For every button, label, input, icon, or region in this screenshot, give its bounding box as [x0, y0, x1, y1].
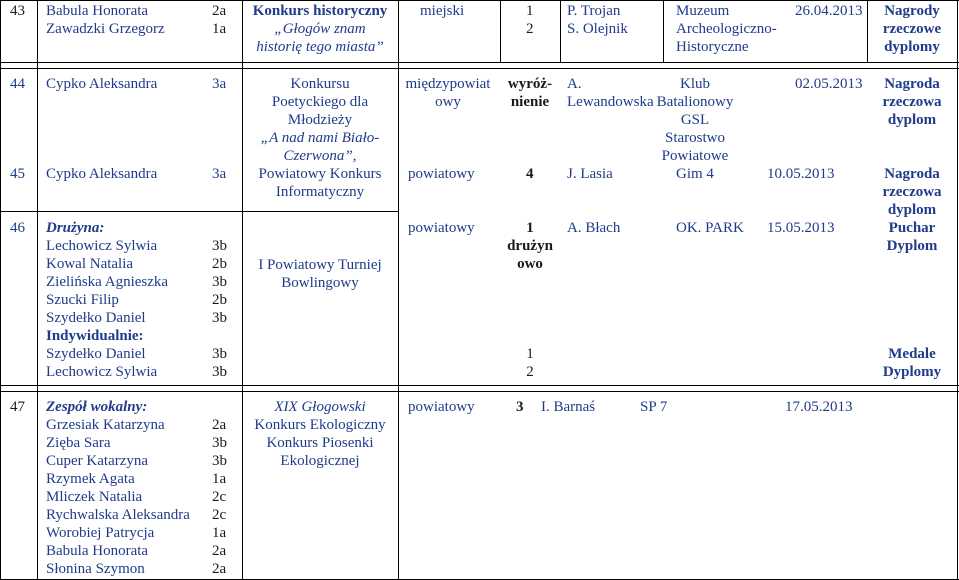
- award-line: Nagroda: [884, 76, 940, 92]
- class-label: 1a: [212, 525, 227, 541]
- individual-label: Indywidualnie:: [46, 328, 144, 344]
- row-46-team: [46, 219, 168, 381]
- class-label: 3b: [212, 274, 227, 290]
- contest-line: Ekologicznej: [280, 453, 360, 469]
- row-46-level: powiatowy: [408, 220, 475, 236]
- row-44-award: [867, 75, 957, 129]
- row-43-teacher: [567, 2, 628, 38]
- place-line: owo: [517, 256, 543, 272]
- award-line: Dyplomy: [882, 364, 942, 380]
- contest-line: Młodzieży: [287, 112, 353, 128]
- row-43-classes: [212, 2, 226, 38]
- contest-line: Powiatowy Konkurs: [258, 166, 382, 182]
- row-45-organizer: Gim 4: [676, 166, 714, 182]
- contest-line: I Powiatowy Turniej: [258, 257, 382, 273]
- row-45-date: 10.05.2013: [767, 166, 835, 182]
- level-line: owy: [435, 94, 461, 110]
- class-label: 3b: [212, 310, 227, 326]
- row-44-class: 3a: [212, 76, 227, 92]
- grid-line: [500, 0, 501, 62]
- award-line: rzeczowe: [882, 21, 942, 37]
- class-label: 2a: [212, 561, 227, 577]
- place-line: 1: [526, 220, 534, 236]
- award-line: Puchar: [888, 220, 936, 236]
- organizer-line: Klub: [680, 76, 710, 92]
- student-name: Zawadzki Grzegorz: [46, 21, 165, 37]
- contest-subtitle: „Głogów znam: [274, 21, 366, 37]
- row-44-date: 02.05.2013: [795, 76, 863, 92]
- place-line: wyróż-: [507, 76, 553, 92]
- grid-line: [663, 0, 664, 62]
- class-label: 3b: [212, 238, 227, 254]
- organizer-line: Powiatowe: [661, 148, 729, 164]
- row-45-class: 3a: [212, 166, 227, 182]
- team-label: Drużyna:: [46, 220, 105, 236]
- teacher-line: A.: [567, 76, 582, 92]
- contest-name: Konkurs historyczny: [252, 3, 388, 19]
- row-43-level: miejski: [420, 3, 465, 19]
- class-label: 2a: [212, 543, 227, 559]
- grid-line: [0, 62, 959, 63]
- teacher-name: P. Trojan: [567, 3, 621, 19]
- student-name: Zielińska Agnieszka: [46, 274, 169, 290]
- class-label: 2c: [212, 489, 227, 505]
- contest-title: XIX Głogowski: [274, 399, 366, 415]
- student-name: Szydełko Daniel: [46, 310, 146, 326]
- row-46-place-team: [500, 219, 560, 273]
- row-45-contest: [242, 165, 398, 201]
- grid-line: [560, 0, 561, 62]
- class-label: 3b: [212, 346, 227, 362]
- award-line: Nagroda: [884, 166, 940, 182]
- row-45-teacher: J. Lasia: [567, 166, 613, 182]
- grid-line: [37, 0, 38, 580]
- organizer-line: Muzeum: [676, 3, 730, 19]
- row-46-teacher: A. Błach: [567, 220, 621, 236]
- organizer-line: GSL: [680, 112, 710, 128]
- row-47-classes: [212, 416, 227, 578]
- grid-line: [0, 211, 398, 212]
- grid-line: [0, 385, 959, 386]
- place-value: 2: [526, 21, 534, 37]
- class-label: 2b: [212, 292, 227, 308]
- class-label: 3b: [212, 435, 227, 451]
- row-46-contest: [242, 256, 398, 292]
- contest-subtitle: historię tego miasta”: [256, 39, 384, 55]
- award-line: rzeczowa: [882, 184, 942, 200]
- grid-line: [0, 391, 959, 392]
- contest-line: Konkursu: [290, 76, 350, 92]
- row-46-date: 15.05.2013: [767, 220, 835, 236]
- row-47-contest: [242, 398, 398, 470]
- organizer-line: Batalionowy: [656, 94, 734, 110]
- student-name: Babula Honorata: [46, 3, 149, 19]
- class-label: 3b: [212, 364, 227, 380]
- contest-line: Czerwona”,: [283, 148, 357, 164]
- row-46-award-team: [867, 219, 957, 255]
- row-43-place: [526, 2, 534, 38]
- class-label: 3b: [212, 453, 227, 469]
- row-44-organizer: [640, 75, 750, 165]
- award-line: dyplom: [887, 202, 937, 218]
- teacher-name: S. Olejnik: [567, 21, 628, 37]
- class-label: 2a: [212, 417, 227, 433]
- contest-line: „A nad nami Biało-: [260, 130, 380, 146]
- class-label: 1a: [212, 471, 227, 487]
- row-47-members: [46, 398, 210, 578]
- class-label: 1a: [212, 21, 227, 37]
- row-43-organizer: [676, 2, 777, 56]
- row-45-number: 45: [10, 166, 25, 182]
- contest-line: Bowlingowy: [281, 275, 359, 291]
- contest-line: Konkurs Piosenki: [266, 435, 374, 451]
- student-name: Lechowicz Sylwia: [46, 238, 158, 254]
- class-label: 2a: [212, 3, 227, 19]
- row-47-teacher: I. Barnaś: [541, 399, 596, 415]
- contest-line: Poetyckiego dla: [271, 94, 369, 110]
- student-name: Cuper Katarzyna: [46, 453, 149, 469]
- row-47-level: powiatowy: [408, 399, 475, 415]
- row-46-award-individual: [867, 345, 957, 381]
- row-44-place: [500, 75, 560, 111]
- row-47-date: 17.05.2013: [785, 399, 853, 415]
- row-44-level: [400, 75, 496, 111]
- row-45-level: powiatowy: [408, 166, 475, 182]
- row-46-place-individual: [500, 345, 560, 381]
- group-label: Zespół wokalny:: [46, 399, 148, 415]
- row-43-number: 43: [10, 3, 25, 19]
- row-44-number: 44: [10, 76, 25, 92]
- contest-line: Konkurs Ekologiczny: [254, 417, 386, 433]
- organizer-line: Starostwo: [665, 130, 725, 146]
- student-name: Szucki Filip: [46, 292, 119, 308]
- row-44-student: Cypko Aleksandra: [46, 76, 158, 92]
- class-label: 2b: [212, 256, 227, 272]
- grid-line: [0, 0, 959, 1]
- place-line: drużyn: [507, 238, 553, 254]
- award-line: Medale: [888, 346, 936, 362]
- row-46-number: 46: [10, 220, 25, 236]
- row-45-student: Cypko Aleksandra: [46, 166, 158, 182]
- organizer-line: Archeologiczno-: [676, 21, 777, 37]
- place-line: 2: [526, 364, 534, 380]
- student-name: Worobiej Patrycja: [46, 525, 155, 541]
- award-line: rzeczowa: [882, 94, 942, 110]
- award-line: Nagrody: [884, 3, 940, 19]
- grid-line: [957, 0, 958, 580]
- award-line: Dyplom: [886, 238, 938, 254]
- student-name: Grzesiak Katarzyna: [46, 417, 165, 433]
- row-43-contest: [242, 2, 398, 56]
- teacher-line: Lewandowska: [567, 94, 654, 110]
- level-line: międzypowiat: [405, 76, 491, 92]
- row-46-classes: [212, 237, 227, 381]
- row-43-date: 26.04.2013: [795, 3, 863, 19]
- student-name: Babula Honorata: [46, 543, 149, 559]
- student-name: Mliczek Natalia: [46, 489, 143, 505]
- place-line: 1: [526, 346, 534, 362]
- grid-line: [398, 0, 399, 580]
- student-name: Słonina Szymon: [46, 561, 145, 577]
- student-name: Rzymek Agata: [46, 471, 135, 487]
- organizer-line: Historyczne: [676, 39, 749, 55]
- student-name: Kowal Natalia: [46, 256, 134, 272]
- student-name: Rychwalska Aleksandra: [46, 507, 190, 523]
- student-name: Lechowicz Sylwia: [46, 364, 158, 380]
- row-45-award: [867, 165, 957, 219]
- grid-line: [0, 68, 959, 69]
- student-name: Zięba Sara: [46, 435, 111, 451]
- row-47-number: 47: [10, 399, 25, 415]
- award-line: dyplomy: [884, 39, 940, 55]
- row-45-place: 4: [526, 166, 534, 182]
- award-line: dyplom: [887, 112, 937, 128]
- student-name: Szydełko Daniel: [46, 346, 146, 362]
- place-value: 1: [526, 3, 534, 19]
- row-46-organizer: OK. PARK: [676, 220, 744, 236]
- row-44-contest: [242, 75, 398, 165]
- place-line: nienie: [510, 94, 550, 110]
- grid-line: [0, 0, 1, 580]
- row-47-place: 3: [516, 399, 524, 415]
- class-label: 2c: [212, 507, 227, 523]
- row-47-organizer: SP 7: [640, 399, 668, 415]
- contest-line: Informatyczny: [275, 184, 365, 200]
- row-43-students: [46, 2, 165, 38]
- row-43-award: [867, 2, 957, 56]
